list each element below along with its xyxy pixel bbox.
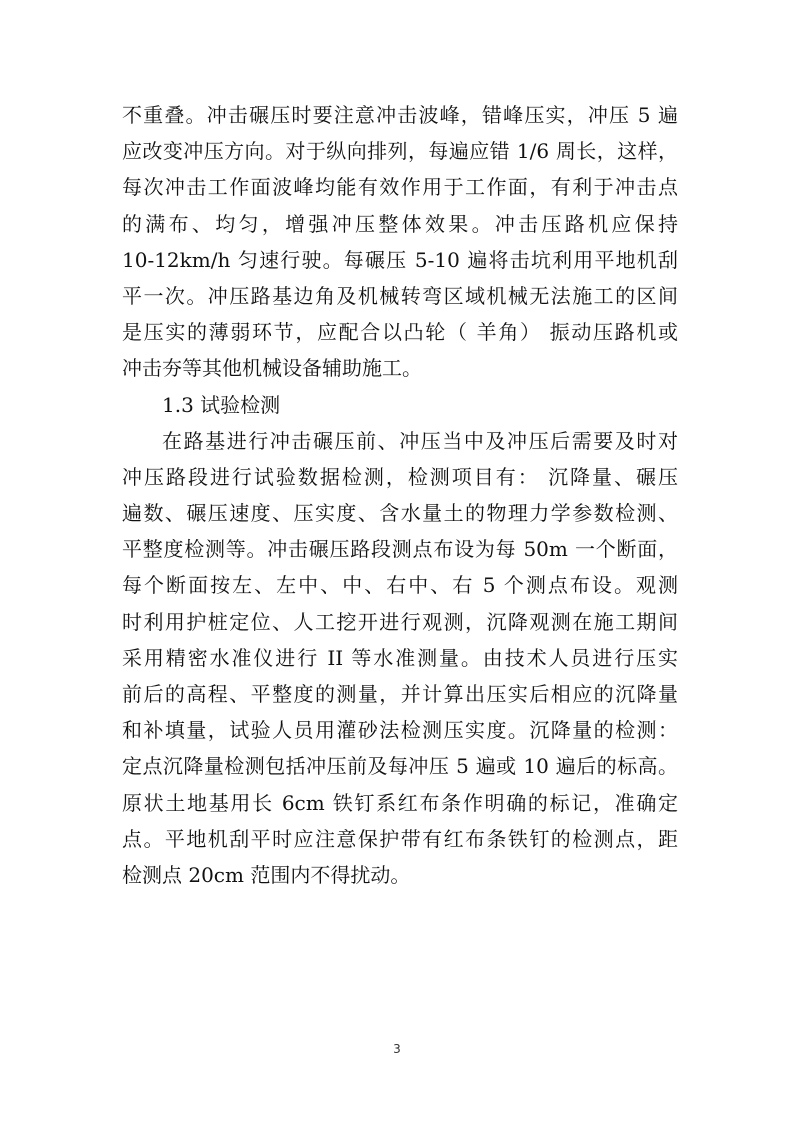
paragraph-line: 检测点 20cm 范围内不得扰动。 xyxy=(122,862,411,887)
paragraph-line: 定点沉降量检测包括冲压前及每冲压 5 遍或 10 遍后的标高。 xyxy=(122,754,678,779)
paragraph-line: 是压实的薄弱环节，应配合以凸轮（ 羊角） 振动压路机或 xyxy=(122,320,678,345)
paragraph-line: 的满布、均匀，增强冲压整体效果。冲击压路机应保持 xyxy=(122,211,678,236)
paragraph-line: 冲压路段进行试验数据检测，检测项目有： 沉降量、碾压 xyxy=(122,464,678,489)
paragraph-line: 平整度检测等。冲击碾压路段测点布设为每 50m 一个断面， xyxy=(122,537,678,562)
paragraph-line: 采用精密水准仪进行 II 等水准测量。由技术人员进行压实 xyxy=(122,645,678,670)
paragraph-line: 遍数、碾压速度、压实度、含水量土的物理力学参数检测、 xyxy=(122,501,678,526)
paragraph-line: 点。平地机刮平时应注意保护带有红布条铁钉的检测点，距 xyxy=(122,826,678,851)
paragraph-line: 不重叠。冲击碾压时要注意冲击波峰，错峰压实，冲压 5 遍 xyxy=(122,103,678,127)
body-text xyxy=(122,97,678,893)
paragraph-line: 前后的高程、平整度的测量，并计算出压实后相应的沉降量 xyxy=(122,682,678,706)
paragraph-line: 冲击夯等其他机械设备辅助施工。 xyxy=(122,356,422,381)
paragraph-line: 平一次。冲压路基边角及机械转弯区域机械无法施工的区间 xyxy=(122,283,678,308)
section-heading: 1.3 试验检测 xyxy=(162,392,281,417)
paragraph-line: 每个断面按左、左中、中、右中、右 5 个测点布设。观测 xyxy=(122,573,678,598)
paragraph-line: 10-12km/h 匀速行驶。每碾压 5-10 遍将击坑利用平地机刮 xyxy=(122,247,678,272)
paragraph-line: 和补填量，试验人员用灌砂法检测压实度。沉降量的检测： xyxy=(122,718,678,743)
paragraph-line: 应改变冲压方向。对于纵向排列，每遍应错 1/6 周长，这样， xyxy=(122,139,678,164)
paragraph-line: 原状土地基用长 6cm 铁钉系红布条作明确的标记，准确定 xyxy=(122,790,678,815)
paragraph-line: 每次冲击工作面波峰均能有效作用于工作面，有利于冲击点 xyxy=(122,175,678,200)
paragraph-line: 在路基进行冲击碾压前、冲压当中及冲压后需要及时对 xyxy=(162,428,678,453)
page-number: 3 xyxy=(393,1042,401,1056)
paragraph-line: 时利用护桩定位、人工挖开进行观测，沉降观测在施工期间 xyxy=(122,609,678,634)
